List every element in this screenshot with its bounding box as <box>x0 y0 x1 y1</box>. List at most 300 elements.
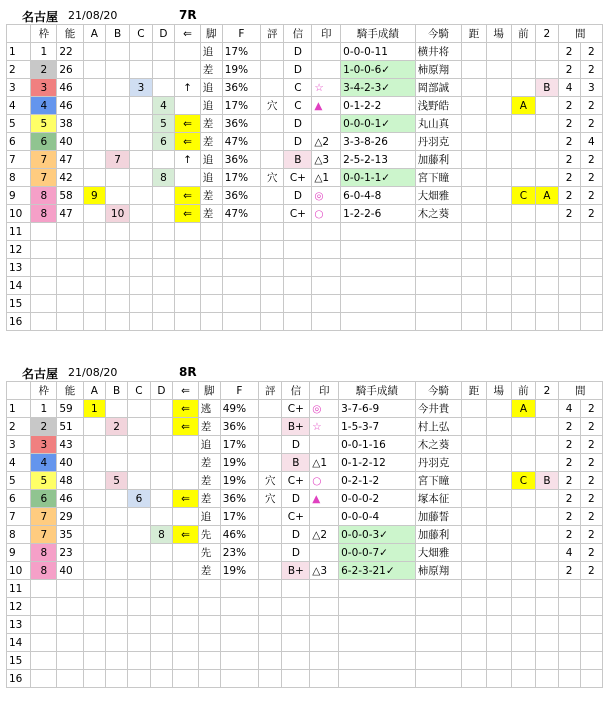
score-a-cell <box>83 472 105 490</box>
score-d-cell: 6 <box>152 133 175 151</box>
score-a-cell <box>83 652 105 670</box>
ability-cell <box>57 598 83 616</box>
ability-cell <box>57 259 83 277</box>
previous-cell: A <box>511 97 536 115</box>
waku-cell: 7 <box>31 508 57 526</box>
track-cell <box>486 259 511 277</box>
waku-cell <box>31 277 57 295</box>
score-b-cell <box>105 634 127 652</box>
hyo-cell <box>259 526 282 544</box>
score-c-cell <box>128 454 150 472</box>
score-c-cell <box>128 580 150 598</box>
ability-cell: 46 <box>57 79 83 97</box>
table-row-empty <box>7 259 603 277</box>
arrow-cell <box>173 562 199 580</box>
jockey-record-cell: 1-0-0-6✓ <box>341 61 416 79</box>
jockey-name-cell <box>415 277 461 295</box>
horse-number-cell: 14 <box>7 277 31 295</box>
arrow-cell <box>173 598 199 616</box>
waku-cell <box>31 580 57 598</box>
shin-cell <box>282 670 310 688</box>
jockey-record-cell <box>341 313 416 331</box>
previous-cell <box>511 79 536 97</box>
second-cell <box>536 43 558 61</box>
f-rate-cell: 17% <box>222 43 260 61</box>
arrow-cell <box>175 97 201 115</box>
ability-cell: 46 <box>57 97 83 115</box>
score-c-cell <box>130 133 152 151</box>
hyo-cell <box>261 79 284 97</box>
second-cell <box>536 313 558 331</box>
mark-cell: ◎ <box>312 187 341 205</box>
horse-number-cell: 16 <box>7 670 31 688</box>
score-a-cell <box>83 43 105 61</box>
jockey-record-cell <box>339 670 416 688</box>
score-c-cell <box>130 187 152 205</box>
score-a-cell <box>83 418 105 436</box>
hyo-cell <box>259 580 282 598</box>
waku-cell <box>31 634 57 652</box>
column-header: 信 <box>284 25 312 43</box>
jockey-record-cell <box>341 223 416 241</box>
hyo-cell: 穴 <box>261 97 284 115</box>
f-rate-cell <box>222 223 260 241</box>
leg-type-cell <box>200 259 222 277</box>
jockey-name-cell: 宮下瞳 <box>415 169 461 187</box>
second-cell <box>536 400 558 418</box>
interval-1-cell <box>558 634 580 652</box>
horse-number-cell: 4 <box>7 454 31 472</box>
distance-cell <box>462 634 487 652</box>
arrow-cell <box>175 313 201 331</box>
distance-cell <box>462 241 487 259</box>
column-header: 印 <box>312 25 341 43</box>
distance-cell <box>462 277 487 295</box>
jockey-record-cell: 0-0-0-2 <box>339 490 416 508</box>
shin-cell: D <box>282 526 310 544</box>
hyo-cell <box>261 313 284 331</box>
race-number: 8R <box>179 365 197 379</box>
shin-cell: B <box>284 151 312 169</box>
score-b-cell <box>105 223 129 241</box>
score-c-cell <box>128 526 150 544</box>
horse-number-cell: 7 <box>7 508 31 526</box>
interval-1-cell: 2 <box>558 43 580 61</box>
race-date: 21/08/20 <box>68 9 118 22</box>
interval-2-cell <box>580 295 602 313</box>
mark-cell: ☆ <box>312 79 341 97</box>
waku-cell <box>31 616 57 634</box>
score-b-cell <box>105 115 129 133</box>
mark-cell <box>312 295 341 313</box>
hyo-cell: 穴 <box>261 169 284 187</box>
score-d-cell: 8 <box>152 169 175 187</box>
jockey-name-cell: 木之葵 <box>415 205 461 223</box>
jockey-record-cell: 0-0-0-3✓ <box>339 526 416 544</box>
score-b-cell <box>105 670 127 688</box>
horse-number-cell: 13 <box>7 616 31 634</box>
interval-1-cell: 2 <box>558 115 580 133</box>
leg-type-cell: 差 <box>200 115 222 133</box>
waku-cell <box>31 670 57 688</box>
header-blank <box>7 25 31 43</box>
shin-cell <box>282 580 310 598</box>
track-cell <box>486 115 511 133</box>
f-rate-cell: 36% <box>222 115 260 133</box>
previous-cell <box>511 43 536 61</box>
score-d-cell <box>152 241 175 259</box>
score-c-cell <box>130 97 152 115</box>
arrow-cell: ↑ <box>175 79 201 97</box>
score-b-cell: 10 <box>105 205 129 223</box>
leg-type-cell: 追 <box>200 43 222 61</box>
hyo-cell <box>259 634 282 652</box>
arrow-cell: ⇐ <box>173 418 199 436</box>
score-c-cell <box>130 115 152 133</box>
shin-cell: C <box>284 97 312 115</box>
hyo-cell <box>261 223 284 241</box>
score-a-cell <box>83 508 105 526</box>
previous-cell <box>511 436 536 454</box>
track-cell <box>486 472 511 490</box>
score-a-cell <box>83 526 105 544</box>
leg-type-cell <box>200 295 222 313</box>
jockey-name-cell: 塚本征 <box>415 490 461 508</box>
track-cell <box>486 151 511 169</box>
score-a-cell <box>83 454 105 472</box>
score-b-cell <box>105 454 127 472</box>
second-cell <box>536 241 558 259</box>
arrow-cell: ⇐ <box>175 187 201 205</box>
arrow-cell <box>173 454 199 472</box>
distance-cell <box>462 187 487 205</box>
jockey-record-cell: 3-7-6-9 <box>339 400 416 418</box>
jockey-name-cell: 加藤利 <box>415 526 461 544</box>
mark-cell <box>312 313 341 331</box>
column-header: A <box>83 382 105 400</box>
leg-type-cell: 差 <box>200 205 222 223</box>
score-d-cell <box>152 79 175 97</box>
track-cell <box>486 97 511 115</box>
horse-number-cell: 1 <box>7 43 31 61</box>
jockey-record-cell: 3-4-2-3✓ <box>341 79 416 97</box>
interval-2-cell <box>580 634 602 652</box>
column-header: ⇐ <box>173 382 199 400</box>
score-d-cell <box>150 436 173 454</box>
f-rate-cell: 47% <box>222 133 260 151</box>
jockey-name-cell: 丹羽克 <box>415 133 461 151</box>
waku-cell <box>31 295 57 313</box>
distance-cell <box>462 313 487 331</box>
leg-type-cell: 差 <box>200 187 222 205</box>
f-rate-cell: 49% <box>220 400 258 418</box>
previous-cell: C <box>511 472 536 490</box>
horse-number-cell: 6 <box>7 490 31 508</box>
jockey-record-cell: 0-0-0-11 <box>341 43 416 61</box>
interval-1-cell: 2 <box>558 151 580 169</box>
interval-2-cell <box>580 241 602 259</box>
second-cell <box>536 223 558 241</box>
previous-cell <box>511 259 536 277</box>
table-row <box>7 115 603 133</box>
shin-cell: D <box>284 187 312 205</box>
shin-cell <box>282 634 310 652</box>
ability-cell <box>57 580 83 598</box>
leg-type-cell <box>200 241 222 259</box>
distance-cell <box>462 670 487 688</box>
leg-type-cell: 差 <box>198 454 220 472</box>
table-row-empty <box>7 670 603 688</box>
score-c-cell <box>128 562 150 580</box>
ability-cell <box>57 670 83 688</box>
score-b-cell <box>105 133 129 151</box>
track-cell <box>486 580 511 598</box>
ability-cell: 38 <box>57 115 83 133</box>
interval-2-cell <box>580 670 602 688</box>
score-c-cell <box>128 670 150 688</box>
f-rate-cell: 46% <box>220 526 258 544</box>
previous-cell <box>511 508 536 526</box>
arrow-cell <box>173 508 199 526</box>
jockey-name-cell: 横井将 <box>415 43 461 61</box>
score-d-cell: 5 <box>152 115 175 133</box>
interval-1-cell: 2 <box>558 97 580 115</box>
hyo-cell <box>259 400 282 418</box>
waku-cell: 2 <box>31 418 57 436</box>
score-d-cell <box>150 634 173 652</box>
interval-1-cell: 4 <box>558 79 580 97</box>
second-cell <box>536 526 558 544</box>
interval-1-cell: 2 <box>558 169 580 187</box>
jockey-name-cell <box>415 616 461 634</box>
f-rate-cell: 17% <box>222 169 260 187</box>
second-cell: B <box>536 472 558 490</box>
interval-1-cell: 4 <box>558 544 580 562</box>
previous-cell <box>511 241 536 259</box>
column-header: 今騎 <box>415 25 461 43</box>
distance-cell <box>462 508 487 526</box>
interval-1-cell: 2 <box>558 61 580 79</box>
waku-cell: 2 <box>31 61 57 79</box>
race-number: 7R <box>179 8 197 22</box>
second-cell <box>536 418 558 436</box>
arrow-cell: ⇐ <box>173 490 199 508</box>
f-rate-cell: 19% <box>220 472 258 490</box>
table-row <box>7 61 603 79</box>
jockey-record-cell: 3-3-8-26 <box>341 133 416 151</box>
jockey-record-cell <box>341 241 416 259</box>
header-blank <box>7 382 31 400</box>
table-row-empty <box>7 313 603 331</box>
score-c-cell: 6 <box>128 490 150 508</box>
mark-cell <box>310 508 339 526</box>
ability-cell: 47 <box>57 151 83 169</box>
score-b-cell <box>105 187 129 205</box>
score-b-cell <box>105 295 129 313</box>
score-c-cell <box>130 295 152 313</box>
distance-cell <box>462 562 487 580</box>
waku-cell: 6 <box>31 490 57 508</box>
mark-cell <box>312 259 341 277</box>
ability-cell: 51 <box>57 418 83 436</box>
distance-cell <box>462 400 487 418</box>
f-rate-cell <box>222 259 260 277</box>
leg-type-cell <box>198 616 220 634</box>
arrow-cell <box>173 436 199 454</box>
score-c-cell <box>130 205 152 223</box>
second-cell <box>536 454 558 472</box>
column-header: 今騎 <box>415 382 461 400</box>
second-cell: B <box>536 79 558 97</box>
arrow-cell <box>173 634 199 652</box>
interval-1-cell: 2 <box>558 562 580 580</box>
interval-1-cell <box>558 598 580 616</box>
arrow-cell <box>175 169 201 187</box>
mark-cell: ○ <box>312 205 341 223</box>
horse-number-cell: 9 <box>7 544 31 562</box>
interval-2-cell: 2 <box>580 454 602 472</box>
mark-cell: ▲ <box>310 490 339 508</box>
score-d-cell <box>150 598 173 616</box>
score-c-cell <box>128 616 150 634</box>
leg-type-cell: 追 <box>200 151 222 169</box>
score-d-cell: 4 <box>152 97 175 115</box>
column-header: F <box>222 25 260 43</box>
table-row <box>7 169 603 187</box>
column-header: A <box>83 25 105 43</box>
track-cell <box>486 43 511 61</box>
second-cell <box>536 115 558 133</box>
ability-cell <box>57 652 83 670</box>
interval-1-cell <box>558 616 580 634</box>
jockey-name-cell <box>415 652 461 670</box>
score-a-cell <box>83 259 105 277</box>
table-row-empty <box>7 652 603 670</box>
distance-cell <box>462 652 487 670</box>
waku-cell: 8 <box>31 544 57 562</box>
track-cell <box>486 598 511 616</box>
hyo-cell <box>259 616 282 634</box>
distance-cell <box>462 472 487 490</box>
column-header: B <box>105 25 129 43</box>
table-row <box>7 418 603 436</box>
mark-cell: ▲ <box>312 97 341 115</box>
horse-number-cell: 10 <box>7 562 31 580</box>
shin-cell: D <box>282 436 310 454</box>
score-a-cell <box>83 634 105 652</box>
jockey-record-cell: 0-1-2-12 <box>339 454 416 472</box>
jockey-record-cell <box>341 295 416 313</box>
shin-cell: C+ <box>284 169 312 187</box>
horse-number-cell: 3 <box>7 79 31 97</box>
hyo-cell <box>259 436 282 454</box>
second-cell <box>536 259 558 277</box>
shin-cell: D <box>282 490 310 508</box>
interval-2-cell: 2 <box>580 526 602 544</box>
interval-2-cell: 2 <box>580 508 602 526</box>
table-row-empty <box>7 223 603 241</box>
interval-2-cell <box>580 616 602 634</box>
jockey-name-cell <box>415 598 461 616</box>
ability-cell: 59 <box>57 400 83 418</box>
shin-cell: C <box>284 79 312 97</box>
distance-cell <box>462 43 487 61</box>
score-b-cell <box>105 562 127 580</box>
score-a-cell: 9 <box>83 187 105 205</box>
jockey-name-cell: 柿原翔 <box>415 562 461 580</box>
column-header: 脚 <box>200 25 222 43</box>
distance-cell <box>462 259 487 277</box>
interval-2-cell: 2 <box>580 562 602 580</box>
interval-2-cell: 2 <box>580 115 602 133</box>
second-cell <box>536 580 558 598</box>
race-header <box>6 361 603 381</box>
interval-1-cell <box>558 580 580 598</box>
arrow-cell: ⇐ <box>173 400 199 418</box>
score-a-cell <box>83 490 105 508</box>
score-d-cell <box>152 43 175 61</box>
distance-cell <box>462 295 487 313</box>
track-cell <box>486 454 511 472</box>
jockey-name-cell <box>415 634 461 652</box>
horse-number-cell: 15 <box>7 652 31 670</box>
interval-2-cell <box>580 580 602 598</box>
f-rate-cell: 36% <box>222 151 260 169</box>
jockey-name-cell: 村上弘 <box>415 418 461 436</box>
interval-2-cell: 2 <box>580 43 602 61</box>
track-cell <box>486 223 511 241</box>
leg-type-cell: 追 <box>200 79 222 97</box>
waku-cell: 8 <box>31 187 57 205</box>
leg-type-cell: 差 <box>198 418 220 436</box>
shin-cell: C+ <box>284 205 312 223</box>
table-row-empty <box>7 580 603 598</box>
jockey-record-cell <box>339 598 416 616</box>
ability-cell: 26 <box>57 61 83 79</box>
jockey-name-cell <box>415 670 461 688</box>
score-b-cell <box>105 508 127 526</box>
score-c-cell <box>130 61 152 79</box>
interval-1-cell: 2 <box>558 472 580 490</box>
mark-cell <box>312 61 341 79</box>
score-d-cell <box>150 454 173 472</box>
interval-2-cell: 2 <box>580 472 602 490</box>
table-row <box>7 472 603 490</box>
distance-cell <box>462 115 487 133</box>
previous-cell <box>511 490 536 508</box>
second-cell: A <box>536 187 558 205</box>
score-b-cell <box>105 616 127 634</box>
hyo-cell <box>259 652 282 670</box>
jockey-record-cell <box>339 580 416 598</box>
race-section-7r <box>6 4 603 331</box>
table-row <box>7 97 603 115</box>
leg-type-cell <box>198 634 220 652</box>
jockey-record-cell: 6-0-4-8 <box>341 187 416 205</box>
distance-cell <box>462 598 487 616</box>
interval-2-cell <box>580 313 602 331</box>
table-row <box>7 187 603 205</box>
track-cell <box>486 277 511 295</box>
track-cell <box>486 544 511 562</box>
score-c-cell <box>128 418 150 436</box>
shin-cell <box>284 223 312 241</box>
previous-cell <box>511 562 536 580</box>
horse-number-cell: 12 <box>7 598 31 616</box>
score-d-cell <box>150 616 173 634</box>
track-cell <box>486 313 511 331</box>
table-row-empty <box>7 241 603 259</box>
